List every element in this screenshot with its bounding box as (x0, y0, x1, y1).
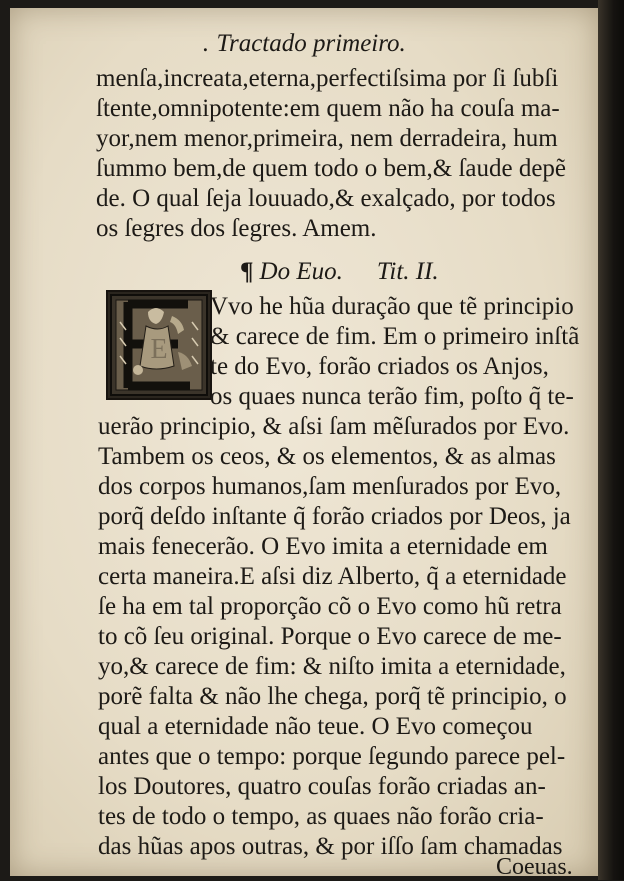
section-title (240, 258, 439, 286)
text-line: Vvo he hũa duração que tẽ principio (210, 293, 574, 320)
text-line: antes que o tempo: porque ſegundo parece pel- (98, 743, 566, 770)
section-number: Tit. II. (376, 258, 439, 285)
text-line: dos corpos humanos,ſam menſurados por Evo, (98, 473, 562, 500)
text-line: to cõ ſeu original. Porque o Evo carece de me- (98, 623, 562, 650)
text-line: yor,nem menor,primeira, nem derradeira, hum (96, 125, 558, 152)
text-line: & carece de fim. Em o primeiro inſtã (210, 323, 580, 350)
text-line: ſe ha em tal proporção cõ o Evo como hũ retra (98, 593, 562, 620)
text-line: ſtente,omnipotente:em quem não ha couſa ma- (96, 95, 560, 122)
text-line: uerão principio, & aſsi ſam mẽſurados por Evo. (98, 413, 570, 440)
text-line: porq̃ deſdo inſtante q̃ forão criados por Deos, ja (98, 503, 571, 530)
text-line: de. O qual ſeja louuado,& exalçado, por todos (96, 185, 556, 212)
paragraph-mark: ¶ (240, 258, 254, 285)
header-text: Tractado primeiro. (216, 30, 406, 57)
header-dot: . (202, 30, 209, 57)
catchword: Coeuas. (496, 854, 573, 880)
section-name: Do Euo. (259, 258, 343, 285)
book-page (10, 8, 598, 880)
text-line: mais fenecerão. O Evo imita a eternidade em (98, 533, 548, 560)
initial-letter-glyph: E (150, 334, 168, 365)
running-header (10, 30, 598, 58)
text-line: Tambem os ceos, & os elementos, & as almas (98, 443, 556, 470)
text-line: os ſegres dos ſegres. Amem. (96, 215, 377, 242)
text-line: certa maneira.E aſsi diz Alberto, q̃ a eternidade (98, 563, 567, 590)
text-line: los Doutores, quatro couſas forão criadas an- (98, 773, 546, 800)
text-line: porẽ falta & não lhe chega, porq̃ tẽ principio, o (98, 683, 567, 710)
text-line: tes de todo o tempo, as quaes não forão cria- (98, 803, 544, 830)
text-line: das hũas apos outras, & por iſſo ſam chamadas (98, 833, 563, 860)
book-gutter-edge (598, 0, 624, 880)
text-line: menſa,increata,eterna,perfectiſsima por ſi ſubſi (96, 65, 559, 92)
decorated-initial-letter (106, 290, 212, 400)
text-line: te do Evo, forão criados os Anjos, (210, 353, 549, 380)
woodcut-illustration (108, 292, 210, 398)
text-line: ſummo bem,de quem todo o bem,& ſaude depẽ (96, 155, 567, 182)
text-line: yo,& carece de fim: & niſto imita a eternidade, (98, 653, 566, 680)
text-line: os quaes nunca terão fim, poſto q̃ te- (210, 383, 574, 410)
text-line: qual a eternidade não teue. O Evo começou (98, 713, 533, 740)
